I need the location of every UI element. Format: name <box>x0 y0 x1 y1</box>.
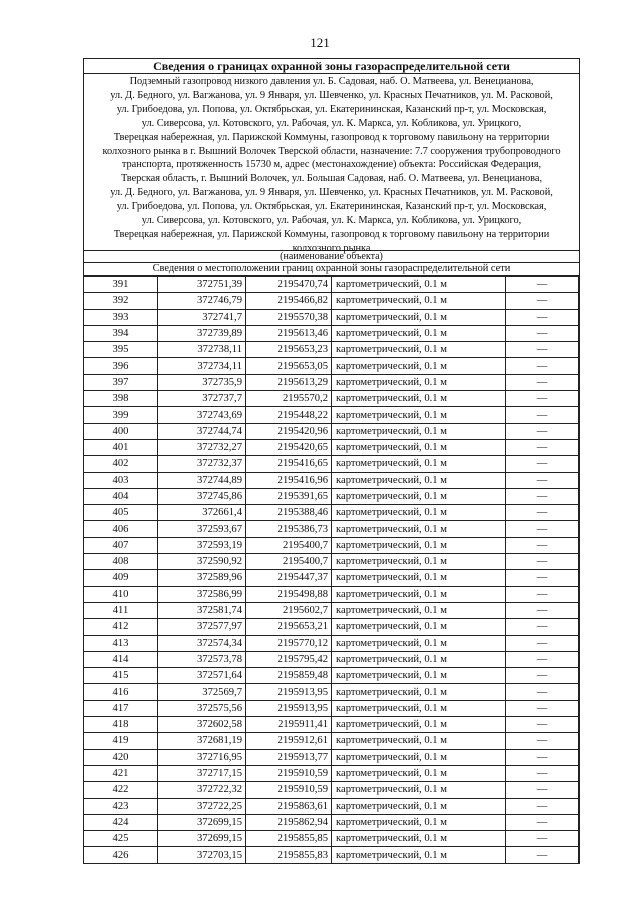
method-accuracy-cell: картометрический, 0.1 м <box>332 554 506 570</box>
y-coordinate-cell: 2195653,21 <box>246 619 332 635</box>
point-number-cell: 405 <box>84 505 158 521</box>
x-coordinate-cell: 372744,89 <box>158 472 246 488</box>
point-description-cell: — <box>506 635 579 651</box>
method-accuracy-cell: картометрический, 0.1 м <box>332 668 506 684</box>
point-number-cell: 421 <box>84 765 158 781</box>
y-coordinate-cell: 2195420,96 <box>246 423 332 439</box>
x-coordinate-cell: 372703,15 <box>158 847 246 863</box>
x-coordinate-cell: 372681,19 <box>158 733 246 749</box>
point-description-cell: — <box>506 651 579 667</box>
point-description-cell: — <box>506 570 579 586</box>
method-accuracy-cell: картометрический, 0.1 м <box>332 765 506 781</box>
y-coordinate-cell: 2195613,46 <box>246 325 332 341</box>
object-name-caption: (наименование объекта) <box>84 251 579 263</box>
point-number-cell: 391 <box>84 277 158 293</box>
location-section-heading: Сведения о местоположении границ охранной зоны газораспределительной сети <box>84 263 579 276</box>
table-row <box>84 554 579 570</box>
y-coordinate-cell: 2195795,42 <box>246 651 332 667</box>
method-accuracy-cell: картометрический, 0.1 м <box>332 570 506 586</box>
point-description-cell: — <box>506 602 579 618</box>
point-description-cell: — <box>506 391 579 407</box>
x-coordinate-cell: 372751,39 <box>158 277 246 293</box>
y-coordinate-cell: 2195470,74 <box>246 277 332 293</box>
y-coordinate-cell: 2195448,22 <box>246 407 332 423</box>
object-description <box>84 74 579 254</box>
method-accuracy-cell: картометрический, 0.1 м <box>332 651 506 667</box>
table-row <box>84 293 579 309</box>
method-accuracy-cell: картометрический, 0.1 м <box>332 293 506 309</box>
table-row <box>84 374 579 390</box>
method-accuracy-cell: картометрический, 0.1 м <box>332 814 506 830</box>
y-coordinate-cell: 2195447,37 <box>246 570 332 586</box>
y-coordinate-cell: 2195653,23 <box>246 342 332 358</box>
point-number-cell: 400 <box>84 423 158 439</box>
x-coordinate-cell: 372716,95 <box>158 749 246 765</box>
table-row <box>84 814 579 830</box>
description-line: ул. Сиверсова, ул. Котовского, ул. Рабочая, ул. К. Маркса, ул. Кобликова, ул. Урицкого, <box>141 215 522 227</box>
point-description-cell: — <box>506 749 579 765</box>
x-coordinate-cell: 372569,7 <box>158 684 246 700</box>
y-coordinate-cell: 2195602,7 <box>246 602 332 618</box>
coordinates-table <box>83 276 579 864</box>
table-row <box>84 733 579 749</box>
point-description-cell: — <box>506 831 579 847</box>
point-description-cell: — <box>506 814 579 830</box>
y-coordinate-cell: 2195911,41 <box>246 717 332 733</box>
description-line: транспорта, протяженность 15730 м, адрес (местонахождение) объекта: Российская Федерация, <box>121 159 542 171</box>
x-coordinate-cell: 372744,74 <box>158 423 246 439</box>
point-number-cell: 419 <box>84 733 158 749</box>
table-row <box>84 765 579 781</box>
x-coordinate-cell: 372593,19 <box>158 537 246 553</box>
x-coordinate-cell: 372581,74 <box>158 602 246 618</box>
description-line: колхозного рынка <box>292 242 371 254</box>
point-description-cell: — <box>506 765 579 781</box>
table-row <box>84 749 579 765</box>
method-accuracy-cell: картометрический, 0.1 м <box>332 782 506 798</box>
point-description-cell: — <box>506 423 579 439</box>
table-row <box>84 570 579 586</box>
description-line: ул. Д. Бедного, ул. Вагжанова, ул. 9 Января, ул. Шевченко, ул. Красных Печатников, ул. М. Расковой, <box>110 187 553 199</box>
point-number-cell: 399 <box>84 407 158 423</box>
method-accuracy-cell: картометрический, 0.1 м <box>332 586 506 602</box>
boundary-info-sheet <box>83 58 580 864</box>
method-accuracy-cell: картометрический, 0.1 м <box>332 439 506 455</box>
point-number-cell: 415 <box>84 668 158 684</box>
method-accuracy-cell: картометрический, 0.1 м <box>332 717 506 733</box>
y-coordinate-cell: 2195910,59 <box>246 782 332 798</box>
table-row <box>84 619 579 635</box>
point-number-cell: 422 <box>84 782 158 798</box>
x-coordinate-cell: 372737,7 <box>158 391 246 407</box>
table-row <box>84 358 579 374</box>
y-coordinate-cell: 2195859,48 <box>246 668 332 684</box>
y-coordinate-cell: 2195391,65 <box>246 488 332 504</box>
point-number-cell: 393 <box>84 309 158 325</box>
x-coordinate-cell: 372735,9 <box>158 374 246 390</box>
point-number-cell: 420 <box>84 749 158 765</box>
point-number-cell: 423 <box>84 798 158 814</box>
x-coordinate-cell: 372589,96 <box>158 570 246 586</box>
description-line: ул. Сиверсова, ул. Котовского, ул. Рабочая, ул. К. Маркса, ул. Кобликова, ул. Урицкого, <box>141 117 522 129</box>
table-row <box>84 505 579 521</box>
y-coordinate-cell: 2195855,85 <box>246 831 332 847</box>
point-description-cell: — <box>506 407 579 423</box>
table-row <box>84 651 579 667</box>
method-accuracy-cell: картометрический, 0.1 м <box>332 472 506 488</box>
point-description-cell: — <box>506 456 579 472</box>
table-row <box>84 537 579 553</box>
table-row <box>84 668 579 684</box>
point-number-cell: 416 <box>84 684 158 700</box>
point-number-cell: 406 <box>84 521 158 537</box>
description-line: Тверецкая набережная, ул. Парижской Коммуны, газопровод к торговому павильону на территории <box>113 131 550 143</box>
point-description-cell: — <box>506 798 579 814</box>
x-coordinate-cell: 372734,11 <box>158 358 246 374</box>
y-coordinate-cell: 2195400,7 <box>246 554 332 570</box>
x-coordinate-cell: 372574,34 <box>158 635 246 651</box>
y-coordinate-cell: 2195613,29 <box>246 374 332 390</box>
y-coordinate-cell: 2195416,65 <box>246 456 332 472</box>
point-number-cell: 414 <box>84 651 158 667</box>
x-coordinate-cell: 372722,32 <box>158 782 246 798</box>
table-row <box>84 423 579 439</box>
method-accuracy-cell: картометрический, 0.1 м <box>332 847 506 863</box>
point-number-cell: 395 <box>84 342 158 358</box>
x-coordinate-cell: 372745,86 <box>158 488 246 504</box>
y-coordinate-cell: 2195863,61 <box>246 798 332 814</box>
description-line: Подземный газопровод низкого давления ул. Б. Садовая, наб. О. Матвеева, ул. Венецианова, <box>129 76 534 87</box>
point-number-cell: 409 <box>84 570 158 586</box>
table-row <box>84 635 579 651</box>
y-coordinate-cell: 2195653,05 <box>246 358 332 374</box>
document-title: Сведения о границах охранной зоны газораспределительной сети <box>84 59 579 74</box>
x-coordinate-cell: 372575,56 <box>158 700 246 716</box>
point-number-cell: 410 <box>84 586 158 602</box>
point-number-cell: 394 <box>84 325 158 341</box>
point-description-cell: — <box>506 684 579 700</box>
table-row <box>84 798 579 814</box>
point-description-cell: — <box>506 293 579 309</box>
method-accuracy-cell: картометрический, 0.1 м <box>332 407 506 423</box>
table-row <box>84 342 579 358</box>
table-row <box>84 407 579 423</box>
table-row <box>84 309 579 325</box>
x-coordinate-cell: 372586,99 <box>158 586 246 602</box>
point-description-cell: — <box>506 277 579 293</box>
table-row <box>84 847 579 863</box>
description-line: ул. Грибоедова, ул. Попова, ул. Октябрьская, ул. Екатерининская, Казанский пр-т, ул. Московская, <box>116 103 547 115</box>
point-description-cell: — <box>506 782 579 798</box>
x-coordinate-cell: 372732,37 <box>158 456 246 472</box>
method-accuracy-cell: картометрический, 0.1 м <box>332 277 506 293</box>
x-coordinate-cell: 372571,64 <box>158 668 246 684</box>
x-coordinate-cell: 372717,15 <box>158 765 246 781</box>
y-coordinate-cell: 2195416,96 <box>246 472 332 488</box>
method-accuracy-cell: картометрический, 0.1 м <box>332 505 506 521</box>
point-description-cell: — <box>506 472 579 488</box>
point-number-cell: 407 <box>84 537 158 553</box>
table-row <box>84 586 579 602</box>
y-coordinate-cell: 2195912,61 <box>246 733 332 749</box>
x-coordinate-cell: 372743,69 <box>158 407 246 423</box>
y-coordinate-cell: 2195913,95 <box>246 684 332 700</box>
x-coordinate-cell: 372746,79 <box>158 293 246 309</box>
method-accuracy-cell: картометрический, 0.1 м <box>332 700 506 716</box>
table-row <box>84 325 579 341</box>
point-number-cell: 426 <box>84 847 158 863</box>
point-description-cell: — <box>506 521 579 537</box>
point-number-cell: 424 <box>84 814 158 830</box>
method-accuracy-cell: картометрический, 0.1 м <box>332 749 506 765</box>
description-line: Тверская область, г. Вышний Волочек, ул. Большая Садовая, наб. О. Матвеева, ул. Венецианова, <box>121 173 542 185</box>
y-coordinate-cell: 2195466,82 <box>246 293 332 309</box>
table-row <box>84 456 579 472</box>
point-description-cell: — <box>506 505 579 521</box>
x-coordinate-cell: 372738,11 <box>158 342 246 358</box>
point-number-cell: 411 <box>84 602 158 618</box>
point-number-cell: 418 <box>84 717 158 733</box>
point-description-cell: — <box>506 700 579 716</box>
y-coordinate-cell: 2195770,12 <box>246 635 332 651</box>
point-description-cell: — <box>506 309 579 325</box>
description-line: Тверецкая набережная, ул. Парижской Коммуны, газопровод к торговому павильону на территории <box>113 228 550 240</box>
page-number: 121 <box>310 35 330 50</box>
point-number-cell: 392 <box>84 293 158 309</box>
x-coordinate-cell: 372699,15 <box>158 831 246 847</box>
point-description-cell: — <box>506 586 579 602</box>
point-number-cell: 397 <box>84 374 158 390</box>
description-line: ул. Грибоедова, ул. Попова, ул. Октябрьская, ул. Екатерининская, Казанский пр-т, ул. Московская, <box>116 201 547 213</box>
x-coordinate-cell: 372577,97 <box>158 619 246 635</box>
table-row <box>84 782 579 798</box>
table-row <box>84 488 579 504</box>
y-coordinate-cell: 2195498,88 <box>246 586 332 602</box>
method-accuracy-cell: картометрический, 0.1 м <box>332 831 506 847</box>
y-coordinate-cell: 2195570,38 <box>246 309 332 325</box>
y-coordinate-cell: 2195913,95 <box>246 700 332 716</box>
table-row <box>84 700 579 716</box>
y-coordinate-cell: 2195400,7 <box>246 537 332 553</box>
point-number-cell: 398 <box>84 391 158 407</box>
y-coordinate-cell: 2195913,77 <box>246 749 332 765</box>
table-row <box>84 277 579 293</box>
point-number-cell: 401 <box>84 439 158 455</box>
table-row <box>84 717 579 733</box>
method-accuracy-cell: картометрический, 0.1 м <box>332 423 506 439</box>
x-coordinate-cell: 372661,4 <box>158 505 246 521</box>
x-coordinate-cell: 372573,78 <box>158 651 246 667</box>
point-number-cell: 412 <box>84 619 158 635</box>
point-description-cell: — <box>506 439 579 455</box>
x-coordinate-cell: 372590,92 <box>158 554 246 570</box>
method-accuracy-cell: картометрический, 0.1 м <box>332 309 506 325</box>
y-coordinate-cell: 2195570,2 <box>246 391 332 407</box>
x-coordinate-cell: 372593,67 <box>158 521 246 537</box>
table-row <box>84 684 579 700</box>
point-description-cell: — <box>506 342 579 358</box>
point-description-cell: — <box>506 717 579 733</box>
y-coordinate-cell: 2195386,73 <box>246 521 332 537</box>
method-accuracy-cell: картометрический, 0.1 м <box>332 733 506 749</box>
x-coordinate-cell: 372722,25 <box>158 798 246 814</box>
method-accuracy-cell: картометрический, 0.1 м <box>332 619 506 635</box>
point-description-cell: — <box>506 554 579 570</box>
point-number-cell: 417 <box>84 700 158 716</box>
table-row <box>84 391 579 407</box>
description-line: ул. Д. Бедного, ул. Вагжанова, ул. 9 Января, ул. Шевченко, ул. Красных Печатников, ул. М. Расковой, <box>110 89 553 101</box>
description-line: колхозного рынка в г. Вышний Волочек Тверской области, назначение: 7.7 сооружения трубопроводного <box>102 145 561 157</box>
point-number-cell: 396 <box>84 358 158 374</box>
point-description-cell: — <box>506 358 579 374</box>
method-accuracy-cell: картометрический, 0.1 м <box>332 325 506 341</box>
method-accuracy-cell: картометрический, 0.1 м <box>332 342 506 358</box>
table-row <box>84 472 579 488</box>
point-number-cell: 413 <box>84 635 158 651</box>
method-accuracy-cell: картометрический, 0.1 м <box>332 521 506 537</box>
point-description-cell: — <box>506 847 579 863</box>
point-description-cell: — <box>506 374 579 390</box>
method-accuracy-cell: картометрический, 0.1 м <box>332 798 506 814</box>
point-number-cell: 425 <box>84 831 158 847</box>
y-coordinate-cell: 2195388,46 <box>246 505 332 521</box>
point-number-cell: 408 <box>84 554 158 570</box>
method-accuracy-cell: картометрический, 0.1 м <box>332 358 506 374</box>
point-description-cell: — <box>506 733 579 749</box>
point-number-cell: 403 <box>84 472 158 488</box>
y-coordinate-cell: 2195910,59 <box>246 765 332 781</box>
method-accuracy-cell: картометрический, 0.1 м <box>332 456 506 472</box>
x-coordinate-cell: 372602,58 <box>158 717 246 733</box>
point-description-cell: — <box>506 537 579 553</box>
table-row <box>84 521 579 537</box>
method-accuracy-cell: картометрический, 0.1 м <box>332 537 506 553</box>
y-coordinate-cell: 2195862,94 <box>246 814 332 830</box>
y-coordinate-cell: 2195855,83 <box>246 847 332 863</box>
x-coordinate-cell: 372741,7 <box>158 309 246 325</box>
point-description-cell: — <box>506 668 579 684</box>
x-coordinate-cell: 372739,89 <box>158 325 246 341</box>
method-accuracy-cell: картометрический, 0.1 м <box>332 635 506 651</box>
y-coordinate-cell: 2195420,65 <box>246 439 332 455</box>
point-description-cell: — <box>506 488 579 504</box>
x-coordinate-cell: 372732,27 <box>158 439 246 455</box>
x-coordinate-cell: 372699,15 <box>158 814 246 830</box>
method-accuracy-cell: картометрический, 0.1 м <box>332 488 506 504</box>
table-row <box>84 831 579 847</box>
method-accuracy-cell: картометрический, 0.1 м <box>332 391 506 407</box>
point-description-cell: — <box>506 619 579 635</box>
method-accuracy-cell: картометрический, 0.1 м <box>332 684 506 700</box>
point-number-cell: 402 <box>84 456 158 472</box>
point-number-cell: 404 <box>84 488 158 504</box>
point-description-cell: — <box>506 325 579 341</box>
table-row <box>84 439 579 455</box>
table-row <box>84 602 579 618</box>
method-accuracy-cell: картометрический, 0.1 м <box>332 602 506 618</box>
method-accuracy-cell: картометрический, 0.1 м <box>332 374 506 390</box>
